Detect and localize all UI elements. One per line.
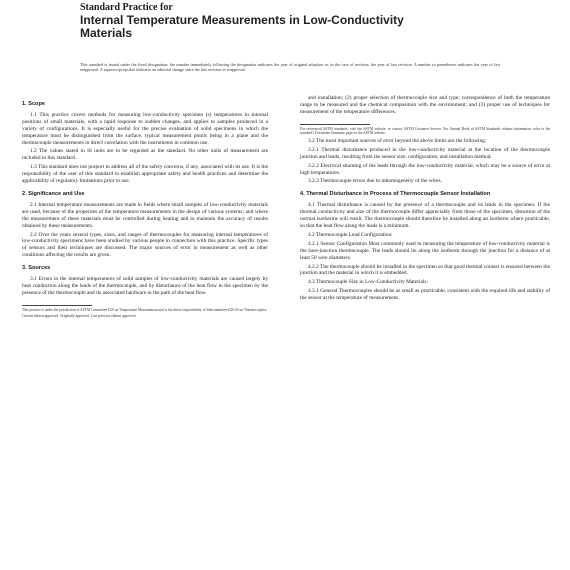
paragraph: 4.1 Thermal disturbance is caused by the presence of a thermocouple and its leads in the specimen. If the thermal conductivity and size of the thermocouple differ appreciably from those of the specimen, distortion of the normal isotherms will result. The thermocouple should therefore be installed along an isotherm where practicable, so that the heat flow along the leads is a minimum. xyxy=(300,202,550,229)
paragraph: 4.2.1 Sensor Configuration Most commonly used in measuring the temperature of low-conductivity material is the bare-junction thermocouple. The leads should lie along the isotherm through the junction for a distance of at least 50 wire diameters. xyxy=(300,240,550,261)
section-heading: 1. Scope xyxy=(22,101,46,107)
paragraph: 4.3.1 General Thermocouples should be as small as practicable, consistent with the required life and stability of the sensor at the temperature of measurement. xyxy=(300,288,550,302)
paragraph: 2.1 Internal temperature measurements are made in fields where small samples of low-conductivity materials are used, because of the properties of the temperature measurements in the design of various systems; and where the measurement of these materials must be controlled during heating and to maintain the accuracy of results obtained by these measurements. xyxy=(22,201,268,229)
scope-note: This standard is issued under the fixed designation; the number immediately following the designation indicates the year of original adoption or, in the case of revision, the year of last revision. A number in parentheses indicates the year of last reapproval. A superscript epsilon indicates an editorial change since the last revision or reapproval. xyxy=(80,62,500,73)
left-column xyxy=(22,95,268,321)
paragraph: 1.2 The values stated in SI units are to be regarded as the standard. No other units of measurement are included in this standard. xyxy=(22,148,268,162)
paragraph: 1.1 This practice covers methods for measuring low-conductivity specimen (s) temperatures in internal positions of small materials, with a rapid response to sudden changes, and applies to samples produced in a variety of configurations. It is especially useful for the precise evaluation of solid specimens in which the temperature must be distinguished from the surface, typical measurement points being in a plane and the thermocouple measurements in direct correlation with the instruments in common use. xyxy=(22,111,268,146)
right-column xyxy=(300,95,550,304)
section-heading: 4. Thermal Disturbance in Process of Thermocouple Sensor Installation xyxy=(300,191,491,198)
section-heading: 2. Significance and Use xyxy=(22,190,85,197)
paragraph: 3.2.3 Thermocouple errors due to inhomogeneity of the wires. xyxy=(308,178,442,185)
document-title xyxy=(80,14,500,40)
paragraph: 2.2 Over the years several types, sizes, and ranges of thermocouples for measuring internal temperatures of low-conductivity specimens have been studied by various people in connection with this practice. Specific types of sensors and their techniques are discussed. The major sources of error in measurement as well as other conditions affecting the results are given. xyxy=(22,231,268,259)
section-heading: 3. Sources xyxy=(22,265,51,272)
paragraph: 1.3 This standard does not purport to address all of the safety concerns, if any, associated with its use. It is the responsibility of the user of this standard to establish appropriate safety and health practices and determine the applicability of regulatory limitations prior to use. xyxy=(22,164,268,185)
paragraph: 3.1 Errors in the internal temperatures of solid samples of low-conductivity materials are caused largely by heat conduction along the leads of the thermocouple, and by disturbance of the heat flow in the specimen by the presence of the thermocouple and its associated hardware in the path of the heat flow. xyxy=(22,276,268,296)
footnote-rule xyxy=(22,305,92,306)
paragraph: and installation; (2) proper selection of thermocouple size and type; correspondence of both the temperature range to be measured and the chemical composition with the environment; and (3) proper use of techniques for measurement of the temperature differences. xyxy=(300,95,550,115)
paragraph: 3.2 The most important sources of error beyond the above limits are the following: xyxy=(308,137,487,144)
paragraph: 4.3 Thermocouple Size in Low-Conductivity Materials: xyxy=(308,279,428,286)
title-line-1: Internal Temperature Measurements in Low-Conductivity xyxy=(80,13,404,27)
footnote: For referenced ASTM standards, visit the ASTM website, or contact ASTM Customer Service. For Annual Book of ASTM Standards volume information, refer to the standard's Document Summary page on the ASTM website. xyxy=(300,126,550,136)
paragraph: 3.2.1 Thermal disturbance produced in the low-conductivity material at the location of the thermocouple junction and leads, resulting from the sensor size, configuration, and installation method. xyxy=(300,146,550,160)
document-type: Standard Practice for xyxy=(80,2,173,13)
paragraph: 4.2 Thermocouple Lead Configuration: xyxy=(308,231,393,238)
footnote: Current edition approved. Originally approved. Last previous edition approved. xyxy=(22,314,137,319)
document-header xyxy=(80,2,500,40)
paragraph: 3.2.2 Electrical shunting of the leads through the low-conductivity material, which may be a source of error at high temperatures. xyxy=(300,162,550,176)
footnote: This practice is under the jurisdiction of ASTM Committee E20 on Temperature Measurement and is the direct responsibility of Subcommittee E20.04 on Thermocouples. xyxy=(22,307,268,312)
paragraph: 4.2.2 The thermocouple should be installed in the specimen so that good thermal contact is ensured between the junction and the material in which it is embedded. xyxy=(300,263,550,277)
title-line-2: Materials xyxy=(80,26,133,40)
footnote-rule xyxy=(300,124,370,125)
